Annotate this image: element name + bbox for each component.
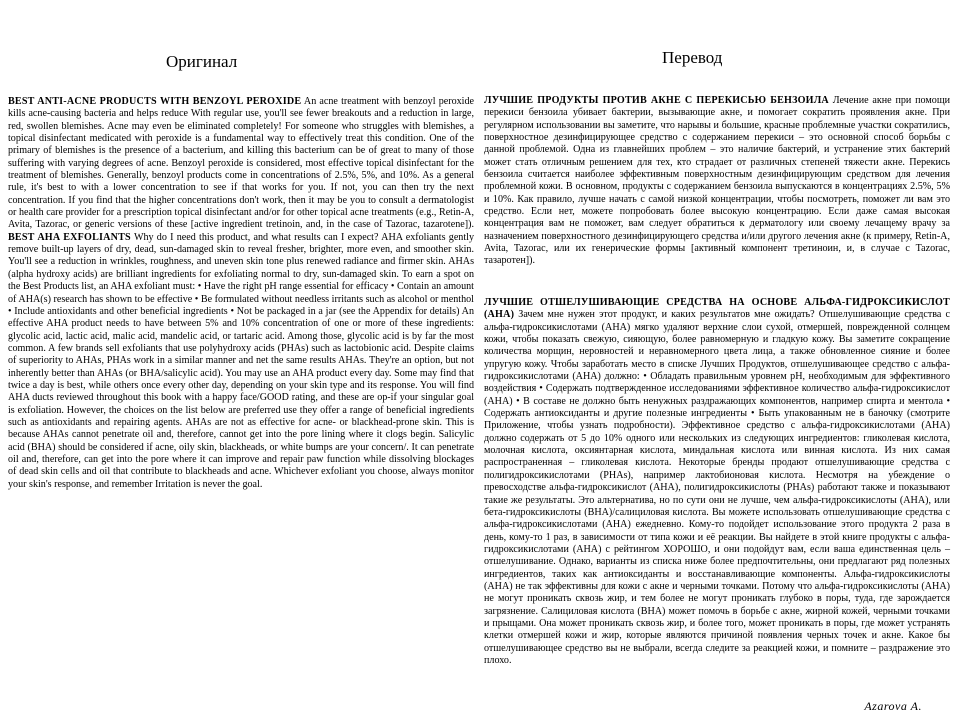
original-title: Оригинал <box>166 52 238 71</box>
translation-paragraph-aha <box>484 297 950 667</box>
translation-paragraph-benzoyl <box>484 95 950 268</box>
original-body-benzoyl: An acne treatment with benzoyl peroxide kills acne-causing bacteria and helps reduce With regular use, you'll see fewer breakouts and a reduction in large, red, swollen blemishes. Acne may even be eliminated completely! For someone who struggles with blemishes, a topical disinfectant medicated with peroxide is a fundamental way to effectively treat this condition. One of the primary of blemishes is the presence of a bacterium, and killing this bacterium can be of great to many of those suffering with varying degrees of acne. Benzoyl peroxide is considered, most effective topical disinfectant for the treatment of blemishes. Generally, benzoyl products come in concentrations of 2.5%, 5%, and 10%. As a general rule, it's best to with a lower concentration to see if that works for you. If not, you can then try the next concentration. If you find that the higher concentrations don't work, then it may be you to consult a dermatologist or health care provider for a prescription topical disinfectant and/or for other topical acne treatments (e.g., Retin-A, Avita, Tazorac, or generic versions of these [active ingredient tretinoin, and, in the case of Tazorac, tazarotene]). <box>8 96 475 231</box>
translation-title: Перевод <box>662 48 723 67</box>
translation-body-aha: Зачем мне нужен этот продукт, и каких результатов мне ожидать? Отшелушивающие средства с альфа-гидроксикислотами (АНА) мягко удаляют верхние слои сухой, отмершей, поврежденной солнцем кожи, чтобы показать свежую, сияющую, более равномерную и гладкую кожу. Вы заметите сокращение количества морщин, неровностей и неравномерного цвета лица, а также обновленное сияние и более упругую кожу. Чтобы заработать место в списке Лучших Продуктов, отшелушивающее средство с альфа-гидроксикислотами (АНА) должно: • Обладать правильным уровнем рН, необходимым для эффективного воздействия • Содержать подтвержденное исследованиями эффективное количество альфа-гидроксикислот (АНА) • В составе не должно быть ненужных раздражающих компонентов, например спирта и ментола • Содержать антиоксиданты и другие полезные ингредиенты • Быть упакованным не в баночку (смотрите Приложение, чтобы узнать подробности). Эффективное средство с альфа-гидроксикислотами (АНА) должно содержать от 5 до 10% одного или нескольких из следующих ингредиентов: гликолевая кислота, молочная кислота, оксиянтарная кислота, миндальная кислота или винная кислота. Из них самая распространенная – гликолевая кислота. Некоторые бренды продают отшелушивающие средства с полигидроксикислотами (PHAs), например лактобионовая кислота. Несмотря на убеждение о превосходстве альфа-гидроксикислот (АНА), полигидроксикислоты (PHAs) работают также и показывают такие же результаты. Это альтернатива, но по сути они не лучше, чем альфа-гидроксикислоты (АНА), или бета-гидроксикислоты (BHA)/салициловая кислота. Вы можете использовать отшелушивающие средства с альфа-гидроксикислотами (АНА) ежедневно. Кому-то подойдет использование этого продукта 2 раза в день, кому-то 1 раз, в зависимости от типа кожи и её реакции. Вы найдете в этой книге продукты с альфа-гидроксикислотами (АНА) с рейтингом ХОРОШО, и они подойдут вам, если ваша единственная цель – отшелушивание. Однако, варианты из списка ниже более предпочтительны, они предлагают ряд полезных ингредиентов, таких как антиоксиданты и восстанавливающие компоненты. Альфа-гидроксикислоты (АНА) не так эффективны для кожи с акне и черными точками. Потому что альфа-гидроксикислоты (АНА) не могут проникать сквозь жир, и тем более не могут проникать глубоко в поры, туда, где зарождается загрязнение. Салициловая кислота (BHA) может помочь в борьбе с акне, жирной кожей, черными точками и прыщами. Она может проникать сквозь жир, и более того, может проникать в поры, где может устранять клетки отмершей кожи и жир, которые являются причиной появления черных точек и акне. Какое бы отшелушивающее средство вы не выбрали, всегда следите за реакцией кожи, и помните – раздражение это плохо. <box>484 309 950 666</box>
translation-heading-benzoyl: ЛУЧШИЕ ПРОДУКТЫ ПРОТИВ АКНЕ С ПЕРЕКИСЬЮ БЕНЗОИЛА <box>484 95 829 106</box>
original-heading-benzoyl: BEST ANTI-ACNE PRODUCTS WITH BENZOYL PEROXIDE <box>8 96 302 107</box>
original-heading-aha: BEST AHA EXFOLIANTS <box>8 231 131 243</box>
original-body-aha: Why do I need this product, and what results can I expect? AHA exfoliants gently remove built-up layers of dry, dead, sun-damaged skin to reveal fresher, brighter, more even, and smoother skin. You'll see a reduction in wrinkles, roughness, and uneven skin tone plus renewed radiance and firmer skin. AHAs (alpha hydroxy acids) are brilliant ingredients for exfoliating normal to dry, sun-damaged skin. To earn a spot on the Best Products list, an AHA exfoliant must: • Have the right pH range essential for efficacy • Contain an amount of AHA(s) research has shown to be effective • Be formulated without needless irritants such as alcohol or menthol • Include antioxidants and other beneficial ingredients • Not be packaged in a jar (see the Appendix for details) An effective AHA product needs to have between 5% and 10% concentration of one or more of these ingredients: glycolic acid, lactic acid, malic acid, mandelic acid, or tartaric acid. Among those, glycolic acid is by far the most common. A few brands sell exfoliants that use polyhydroxy acids (PHAs) such as lactobionic acid. Despite claims of superiority to AHAs, PHAs work in a similar manner and net the same results AHAs. They're an option, but not inherently better than AHAs (or BHA/salicylic acid). You may use an AHA product every day. Some may find that twice a day is best, while others once every other day, depending on your skin type and its response. You will find AHA ducts reviewed throughout this book with a happy face/GOOD rating, and these are op-if your singular goal is exfoliation. However, the choices on the list below are preferred use they offer a range of beneficial ingredients such as antioxidants and repairing agents. AHAs are not as effective for acne- or blackhead-prone skin. This is because AHAs cannot penetrate oil and, therefore, cannot get into the pore lining where it clogs begin. Salicylic acid (BHA) should be considered if acne, oily skin, blackheads, or white bumps are your concern/. It can penetrate oil and, therefore, can get into the pore where it can improve and repair paw function while dissolving blockages of dead skin cells and oil that contribute to blackheads and acne. Whichever exfoliant you choose, always monitor your skin's response, and remember Irritation is never the goal. <box>8 231 474 490</box>
author-signature: Azarova A. <box>864 699 922 713</box>
original-text <box>8 96 474 491</box>
translation-body-benzoyl: Лечение акне при помощи перекиси бензоила убивает бактерии, вызывающие акне, и помогает сократить проявления акне. При регулярном использовании вы заметите, что нарывы и большие, красные проблемные участки сократились, поверхностное дезинфицирующее средство с содержанием перекиси – это основной способ борьбы с данной проблемой. Одна из главнейших проблем – это наличие бактерий, и устранение этих бактерий может стать отличным решением для тех, кто страдает от различных степеней тяжести акне. Перекись бензоила считается наиболее эффективным поверхностным дезинфицирующим средством для лечения проблемной кожи. В основном, продукты с содержанием бензоила выпускаются в концентрациях 2.5%, 5% и 10%. Как правило, лучше начать с самой низкой концентрации, чтобы посмотреть, поможет ли вам это средство. Если нет, можете попробовать более высокую концентрацию. Если даже самая высокая концентрация вам не поможет, вам следует обратиться к дерматологу или своему лечащему врачу за назначением поверхностного дезинфицирующего средства и/или другого лечения акне (к примеру, Retin-A, Avita, Tazorac, или их генерические формы [активный компонент третиноин, и, в случае с Tazorac, тазаротен]). <box>484 95 950 267</box>
translation-heading-aha: ЛУЧШИЕ ОТШЕЛУШИВАЮЩИЕ СРЕДСТВА НА ОСНОВЕ АЛЬФА-ГИДРОКСИКИСЛОТ (АНА) <box>484 297 950 321</box>
